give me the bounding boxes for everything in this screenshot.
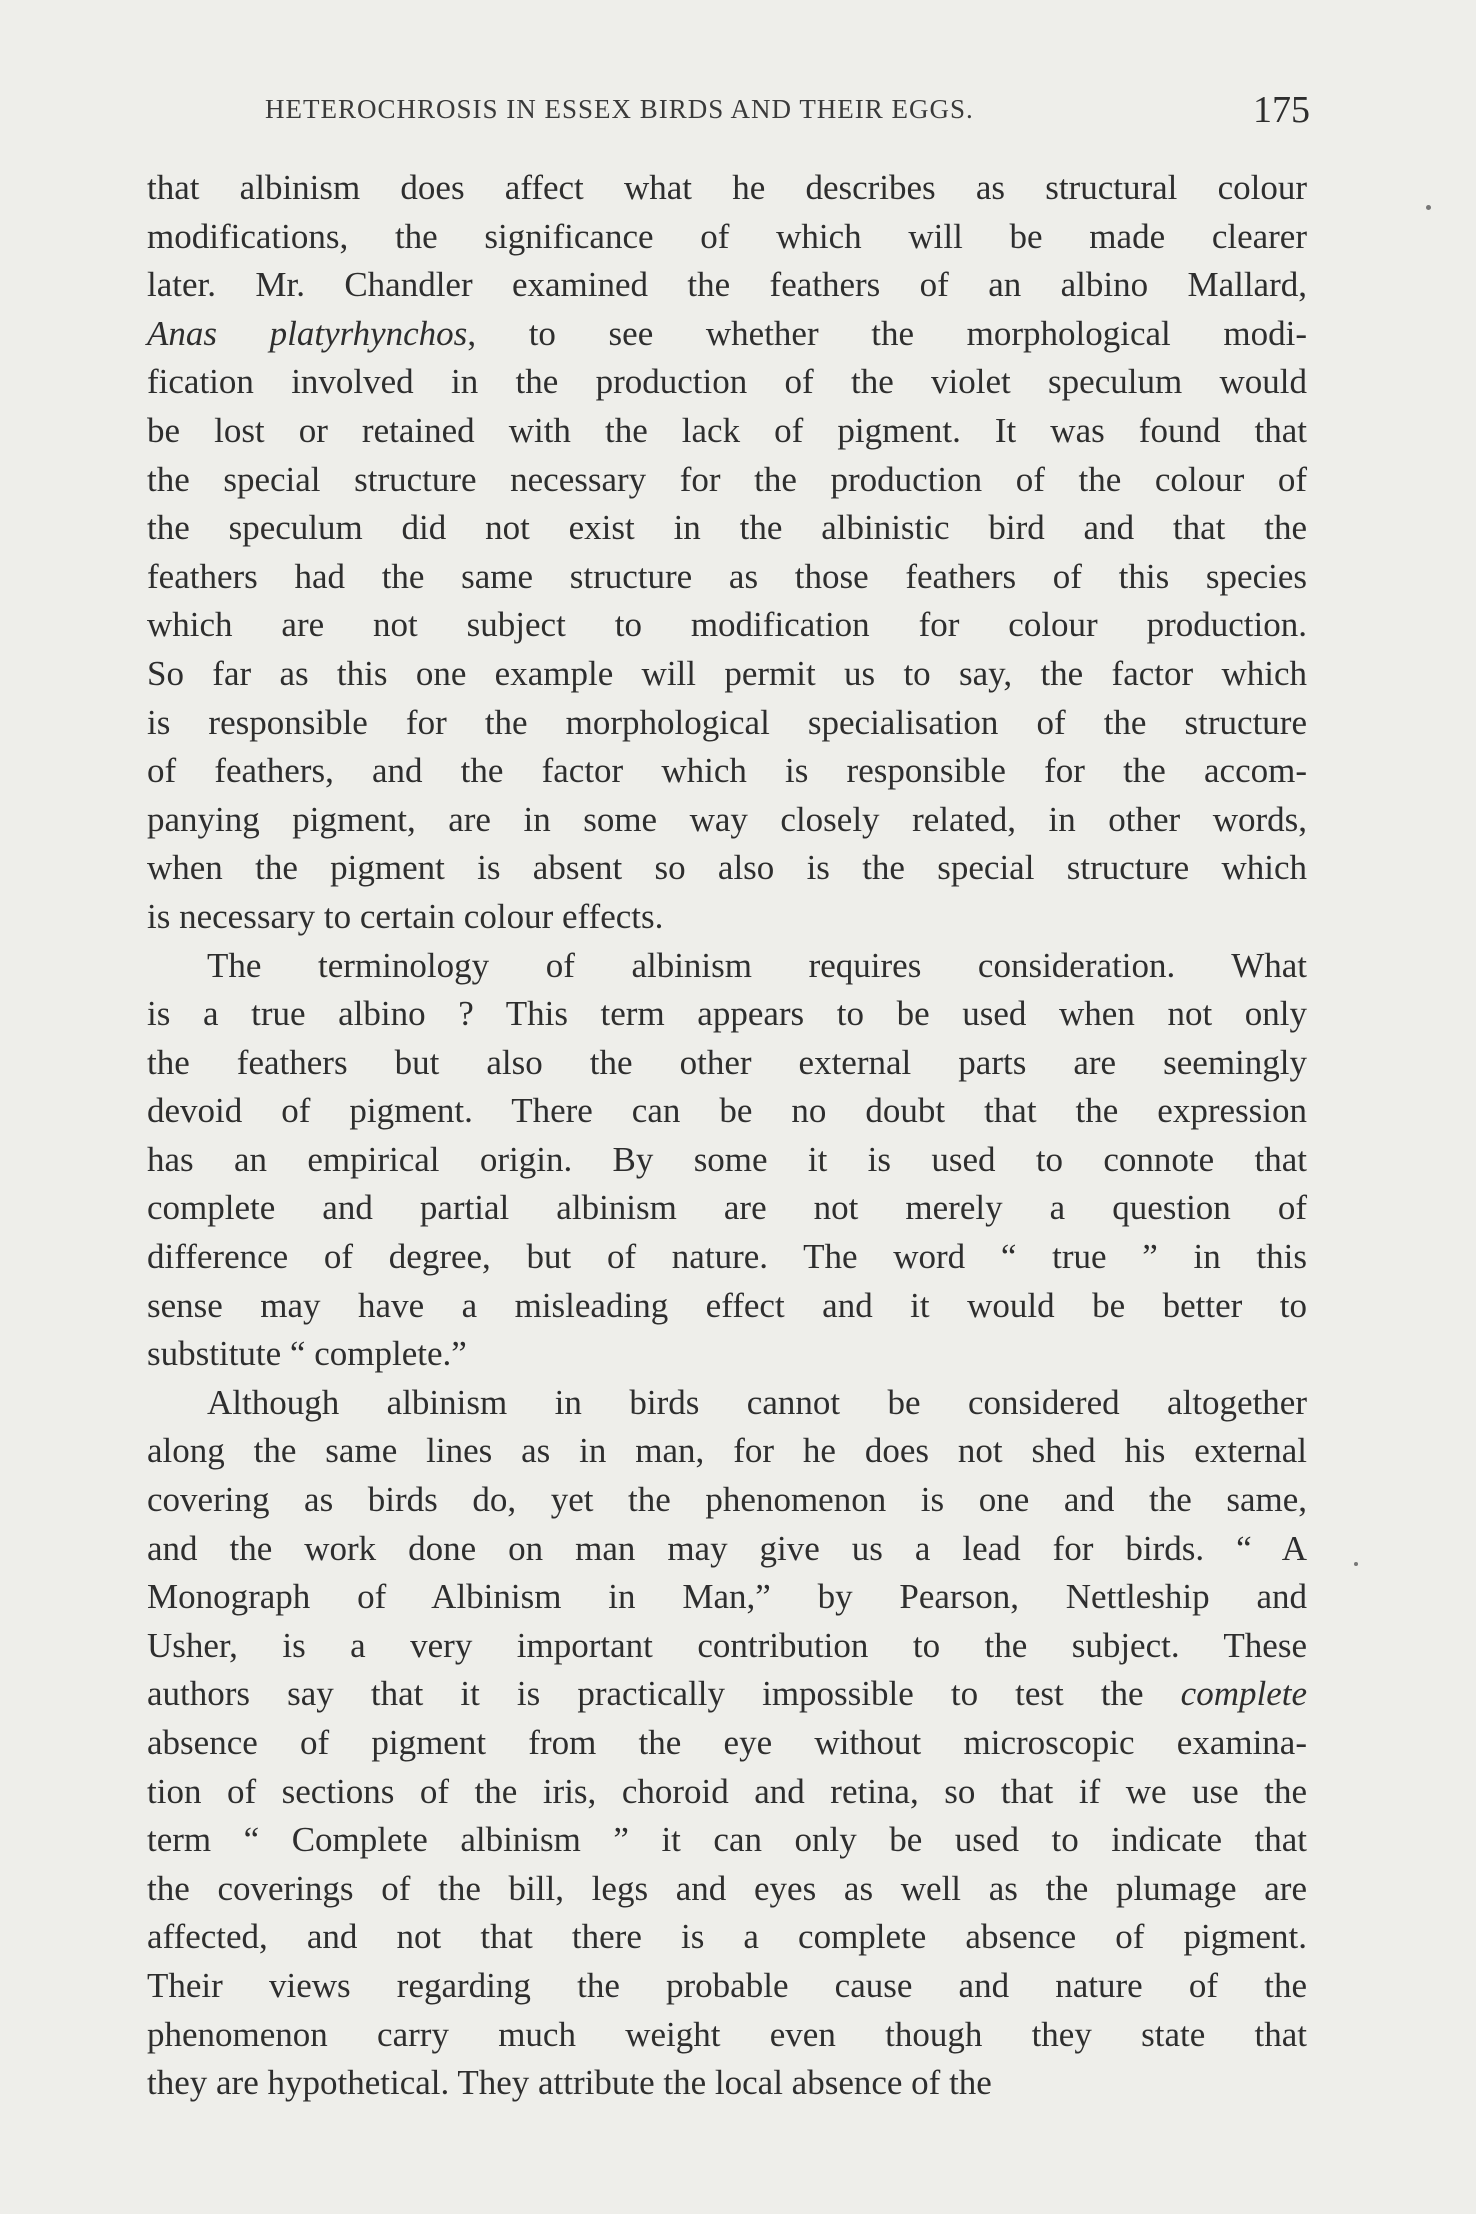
text-line: complete and partial albinism are not merely a question of bbox=[147, 1188, 1307, 1228]
text-line: when the pigment is absent so also is the special structure which bbox=[147, 848, 1307, 888]
text-line: is a true albino ? This term appears to be used when not only bbox=[147, 994, 1307, 1034]
text-line: of feathers, and the factor which is responsible for the accom- bbox=[147, 751, 1307, 791]
text-line: Their views regarding the probable cause and nature of the bbox=[147, 1965, 1307, 2005]
italic-text: Anas platyrhynchos bbox=[147, 313, 468, 353]
text-line: devoid of pigment. There can be no doubt that the expression bbox=[147, 1091, 1307, 1131]
text-line: along the same lines as in man, for he does not shed his external bbox=[147, 1431, 1307, 1471]
text-line: tion of sections of the iris, choroid and retina, so that if we use the bbox=[147, 1771, 1307, 1811]
print-speck bbox=[1426, 205, 1431, 210]
text-line: Although albinism in birds cannot be considered altogether bbox=[207, 1382, 1307, 1422]
text-line: and the work done on man may give us a lead for birds. “ A bbox=[147, 1528, 1307, 1568]
text-segment: authors say that it is practically impossible to test the bbox=[147, 1674, 1181, 1714]
text-line bbox=[147, 1670, 1307, 1719]
text-line: absence of pigment from the eye without microscopic examina- bbox=[147, 1723, 1307, 1762]
text-line: difference of degree, but of nature. The word “ true ” in this bbox=[147, 1237, 1307, 1277]
text-line: the speculum did not exist in the albinistic bird and that the bbox=[147, 508, 1307, 548]
text-line: So far as this one example will permit us to say, the factor which bbox=[147, 653, 1307, 693]
body-text bbox=[147, 164, 1307, 2108]
text-line: feathers had the same structure as those feathers of this species bbox=[147, 556, 1307, 596]
text-line: covering as birds do, yet the phenomenon is one and the same, bbox=[147, 1480, 1307, 1520]
paragraph bbox=[147, 942, 1307, 1379]
text-line: Monograph of Albinism in Man,” by Pearson, Nettleship and bbox=[147, 1577, 1307, 1617]
text-line: Usher, is a very important contribution to the subject. These bbox=[147, 1625, 1307, 1665]
text-line: the feathers but also the other external parts are seemingly bbox=[147, 1042, 1307, 1082]
text-line: later. Mr. Chandler examined the feathers of an albino Mallard, bbox=[147, 265, 1307, 305]
text-line: the coverings of the bill, legs and eyes as well as the plumage are bbox=[147, 1868, 1307, 1908]
italic-text: complete bbox=[1180, 1674, 1307, 1714]
text-line: is necessary to certain colour effects. bbox=[147, 896, 664, 936]
text-line: which are not subject to modification for colour production. bbox=[147, 605, 1307, 645]
text-line: phenomenon carry much weight even though they state that bbox=[147, 2014, 1307, 2054]
text-line: modifications, the significance of which will be made clearer bbox=[147, 216, 1307, 256]
text-line: they are hypothetical. They attribute the local absence of the bbox=[147, 2063, 992, 2103]
text-line: sense may have a misleading effect and it would be better to bbox=[147, 1285, 1307, 1325]
page-number: 175 bbox=[1253, 89, 1310, 131]
text-line: affected, and not that there is a complete absence of pigment. bbox=[147, 1917, 1307, 1957]
text-line: be lost or retained with the lack of pigment. It was found that bbox=[147, 410, 1307, 450]
text-line: that albinism does affect what he describes as structural colour bbox=[147, 168, 1307, 207]
text-segment: , to see whether the morphological modi- bbox=[467, 313, 1308, 353]
paragraph bbox=[147, 1379, 1307, 2108]
text-line: panying pigment, are in some way closely related, in other words, bbox=[147, 799, 1307, 839]
running-title: HETEROCHROSIS IN ESSEX BIRDS AND THEIR EGGS. bbox=[265, 94, 974, 124]
text-line: term “ Complete albinism ” it can only be used to indicate that bbox=[147, 1820, 1307, 1860]
print-speck bbox=[1354, 1562, 1358, 1566]
text-line: fication involved in the production of the violet speculum would bbox=[147, 362, 1307, 402]
text-line: The terminology of albinism requires consideration. What bbox=[207, 945, 1307, 985]
text-line: is responsible for the morphological specialisation of the structure bbox=[147, 702, 1307, 742]
text-line bbox=[147, 310, 1307, 359]
text-line: the special structure necessary for the production of the colour of bbox=[147, 459, 1307, 499]
text-line: has an empirical origin. By some it is used to connote that bbox=[147, 1139, 1307, 1179]
text-line: substitute “ complete.” bbox=[147, 1334, 467, 1374]
running-head bbox=[265, 88, 1310, 132]
paragraph bbox=[147, 164, 1307, 942]
